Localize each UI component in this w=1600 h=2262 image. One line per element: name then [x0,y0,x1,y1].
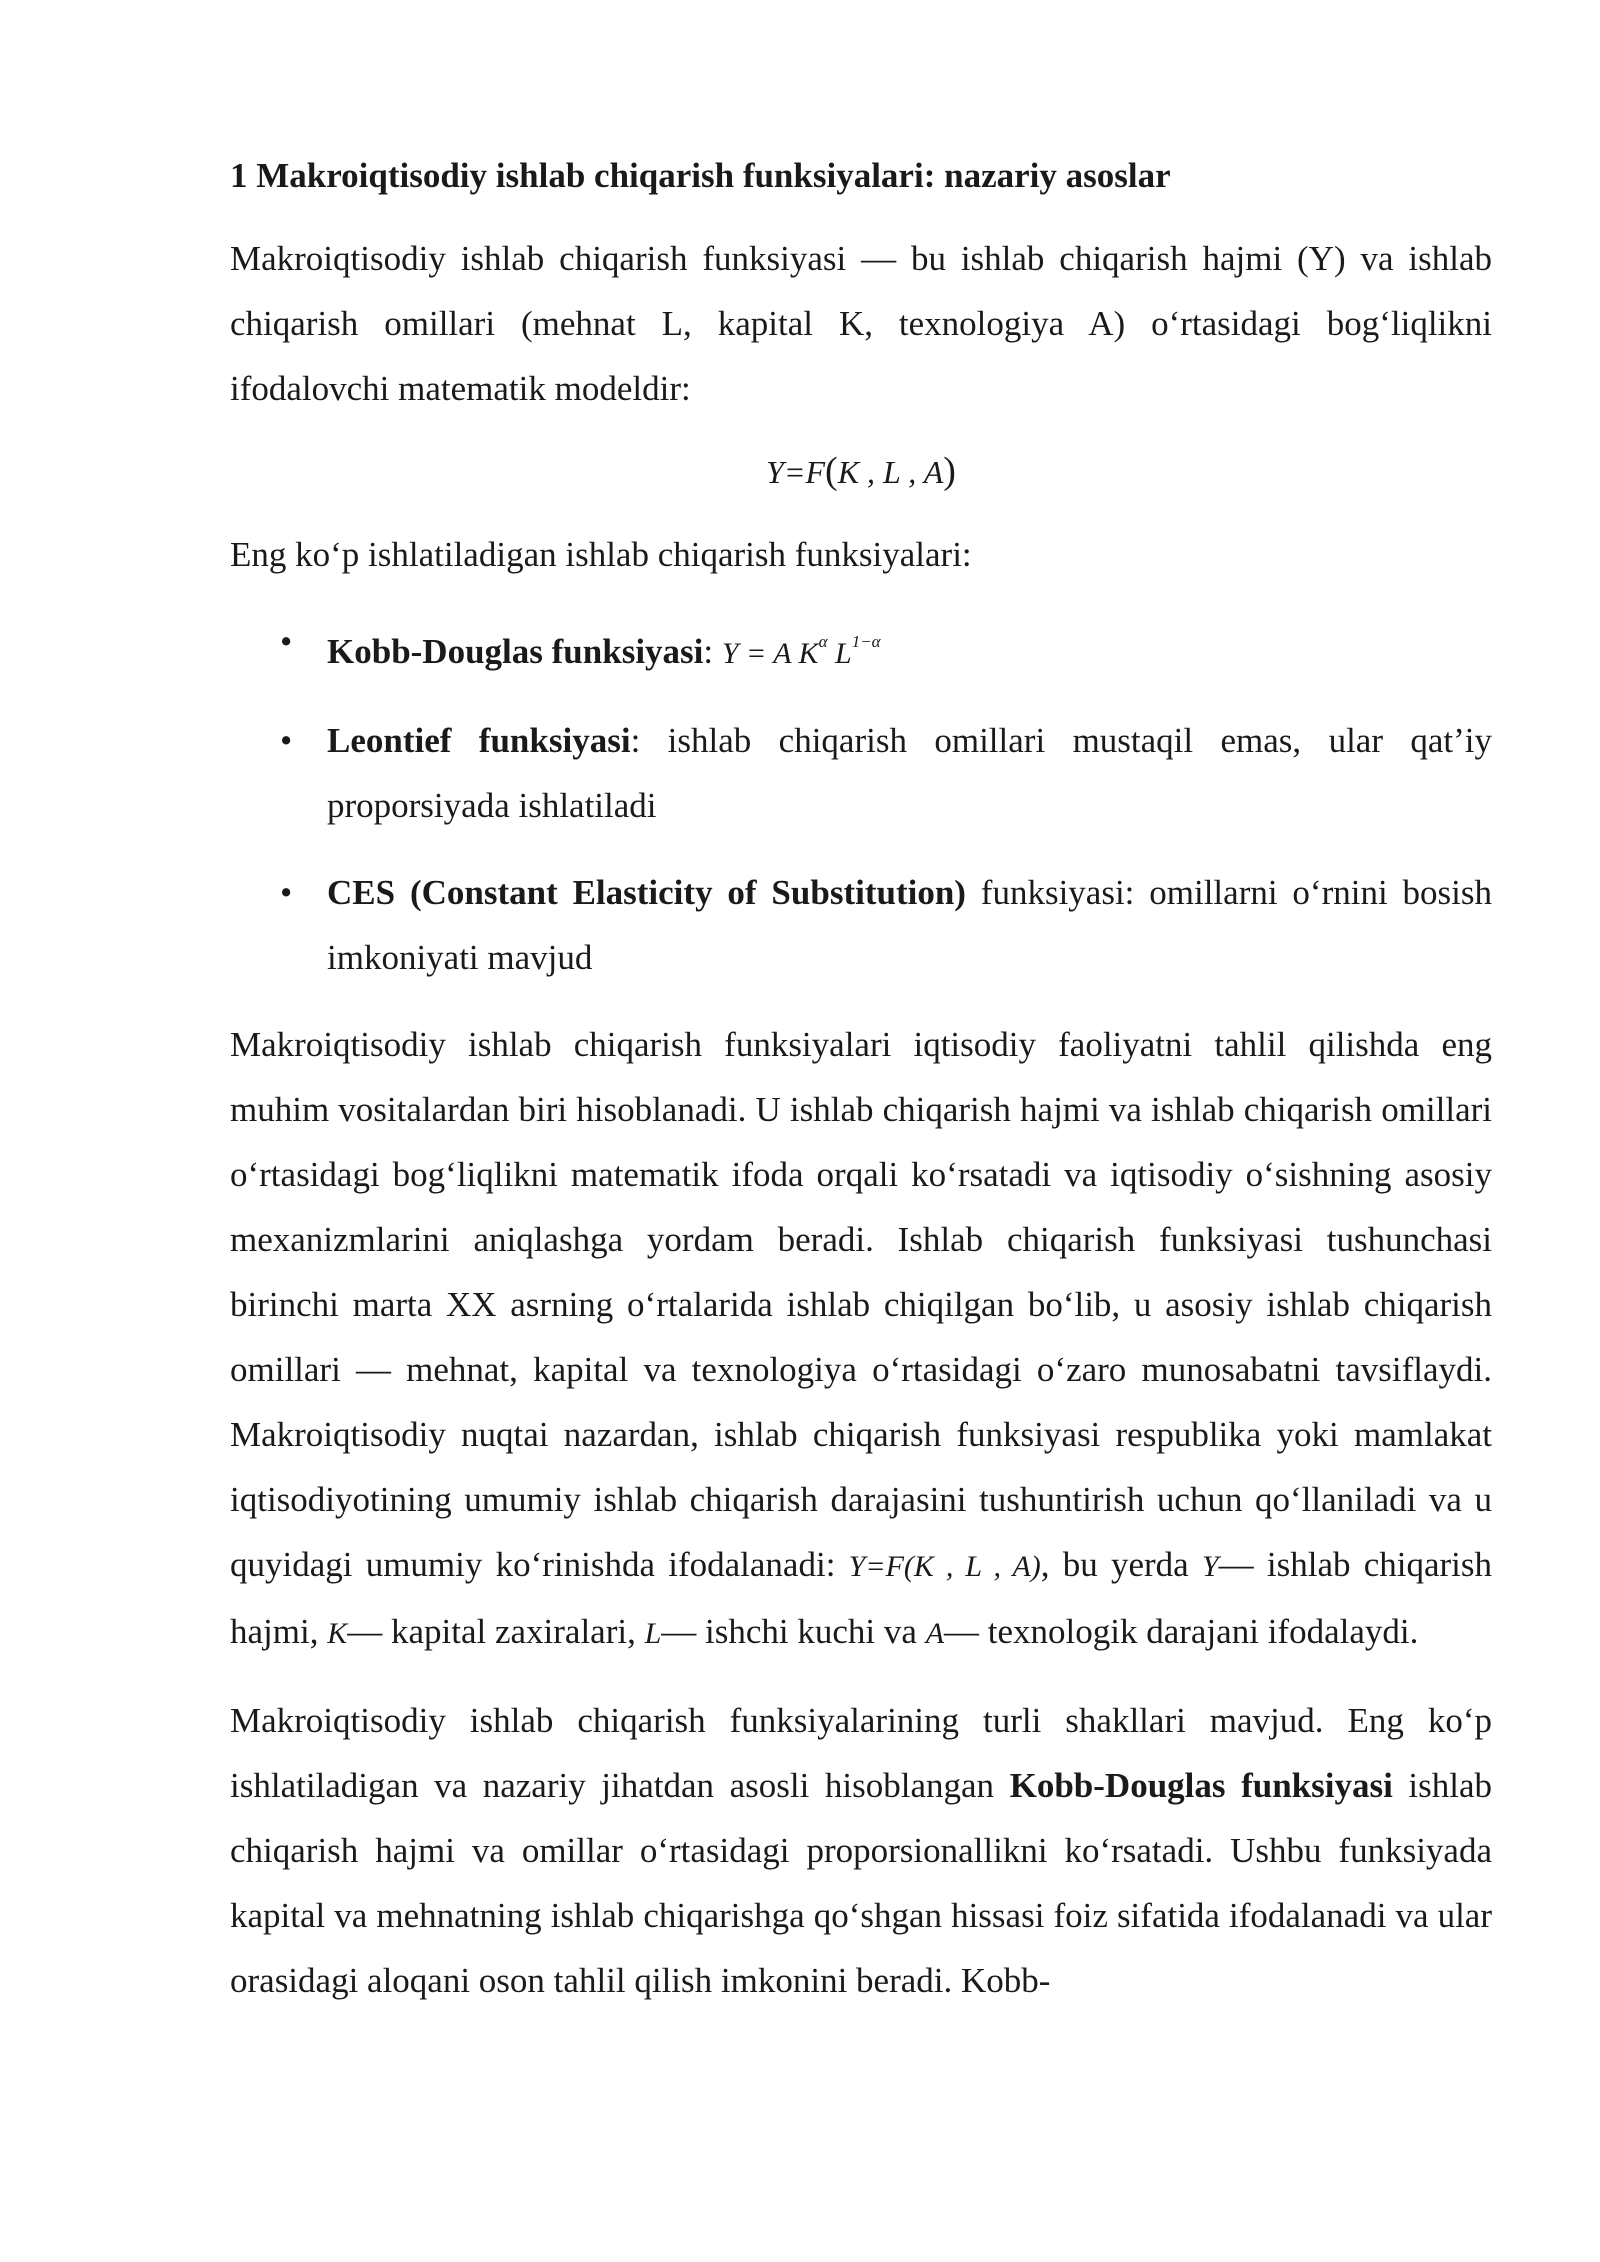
paragraph-text: — kapital zaxiralari, [347,1612,645,1651]
formula-labor: L [835,637,852,670]
functions-list [230,609,1492,990]
formula-open-paren: ( [903,1550,914,1583]
list-item-text: : [703,632,714,671]
formula-open-paren: ( [825,450,838,492]
section-heading: 1 Makroiqtisodiy ishlab chiqarish funksiyalari: nazariy asoslar [230,156,1171,195]
list-item-text: : ishlab chiqarish omillari mustaqil emas, ular qat’iy proporsiyada ishlatiladi [327,721,1493,825]
paragraph-text: Makroiqtisodiy ishlab chiqarish funksiyalarining turli shakllari mavjud. Eng ko‘p ishlatiladigan va nazariy jihatdan asosli hisoblangan [230,1701,1492,1805]
paragraph-text: , bu yerda [1040,1545,1202,1584]
intro-paragraph: Makroiqtisodiy ishlab chiqarish funksiyasi — bu ishlab chiqarish hajmi (Y) va ishlab chiqarish omillari (mehnat L, kapital K, texnologiya A) o‘rtasidagi bog‘liqlikni ifodalovchi matematik modeldir: [230,239,1492,408]
document-content [230,150,1492,2035]
alpha-exponent: α [818,632,828,651]
bullet-icon: • [280,873,293,912]
symbol-l: L [644,1617,662,1650]
list-item-term: Leontief funksiyasi [327,721,631,760]
bullet-icon: • [280,721,293,760]
cobb-douglas-formula [721,632,881,670]
list-item-term: Kobb-Douglas funksiyasi [327,632,704,671]
formula-lhs: Y=F [848,1550,904,1583]
list-item [230,860,1492,990]
symbol-k: K [327,1617,348,1650]
formula-base: Y = A K [721,637,819,670]
emphasis-term: Kobb-Douglas funksiyasi [1009,1766,1393,1805]
bullet-icon: • [280,622,293,661]
body-paragraph [230,1012,1492,1666]
list-item [230,708,1492,838]
formula-lhs: Y=F [766,454,826,490]
one-minus-alpha-exponent: 1−α [851,632,881,651]
paragraph-text: — ishlab chiqarish hajmi, [230,1545,1492,1651]
formula-args: K , L , A [837,454,944,490]
list-item [230,609,1492,686]
symbol-y: Y [1201,1550,1219,1583]
production-function-formula [230,443,1492,500]
formula-close-paren: ) [1030,1550,1041,1583]
functions-intro-paragraph: Eng ko‘p ishlatiladigan ishlab chiqarish funksiyalari: [230,535,972,574]
formula-args: K , L , A [913,1550,1031,1583]
paragraph-text: — texnologik darajani ifodalaydi. [944,1612,1419,1651]
list-item-text: funksiyasi: omillarni o‘rnini bosish imkoniyati mavjud [327,873,1492,977]
paragraph-text: ishlab chiqarish hajmi va omillar o‘rtasidagi proporsionallikni ko‘rsatadi. Ushbu funksiyada kapital va mehnatning ishlab chiqarishga qo‘shgan hissasi foiz sifatida ifodalanadi va ular orasidagi aloqani oson tahlil qilish imkonini beradi. Kobb- [230,1766,1492,2000]
formula-close-paren: ) [943,450,956,492]
body-paragraph [230,1688,1492,2013]
symbol-a: A [925,1617,945,1650]
list-item-term: CES (Constant Elasticity of Substitution) [327,873,966,912]
paragraph-text: Makroiqtisodiy ishlab chiqarish funksiyalari iqtisodiy faoliyatni tahlil qilishda eng muhim vositalardan biri hisoblanadi. U ishlab chiqarish hajmi va ishlab chiqarish omillari o‘rtasidagi bog‘liqlikni matematik ifoda orqali ko‘rsatadi va iqtisodiy o‘sishning asosiy mexanizmlarini aniqlashga yordam beradi. Ishlab chiqarish funksiyasi tushunchasi birinchi marta XX asrning o‘rtalarida ishlab chiqilgan bo‘lib, u asosiy ishlab chiqarish omillari — mehnat, kapital va texnologiya o‘rtasidagi o‘zaro munosabatni tavsiflaydi. Makroiqtisodiy nuqtai nazardan, ishlab chiqarish funksiyasi respublika yoki mamlakat iqtisodiyotining umumiy ishlab chiqarish darajasini tushuntirish uchun qo‘llaniladi va u quyidagi umumiy ko‘rinishda ifodalanadi: [230,1025,1492,1584]
inline-formula [849,1550,1041,1583]
paragraph-text: — ishchi kuchi va [661,1612,926,1651]
